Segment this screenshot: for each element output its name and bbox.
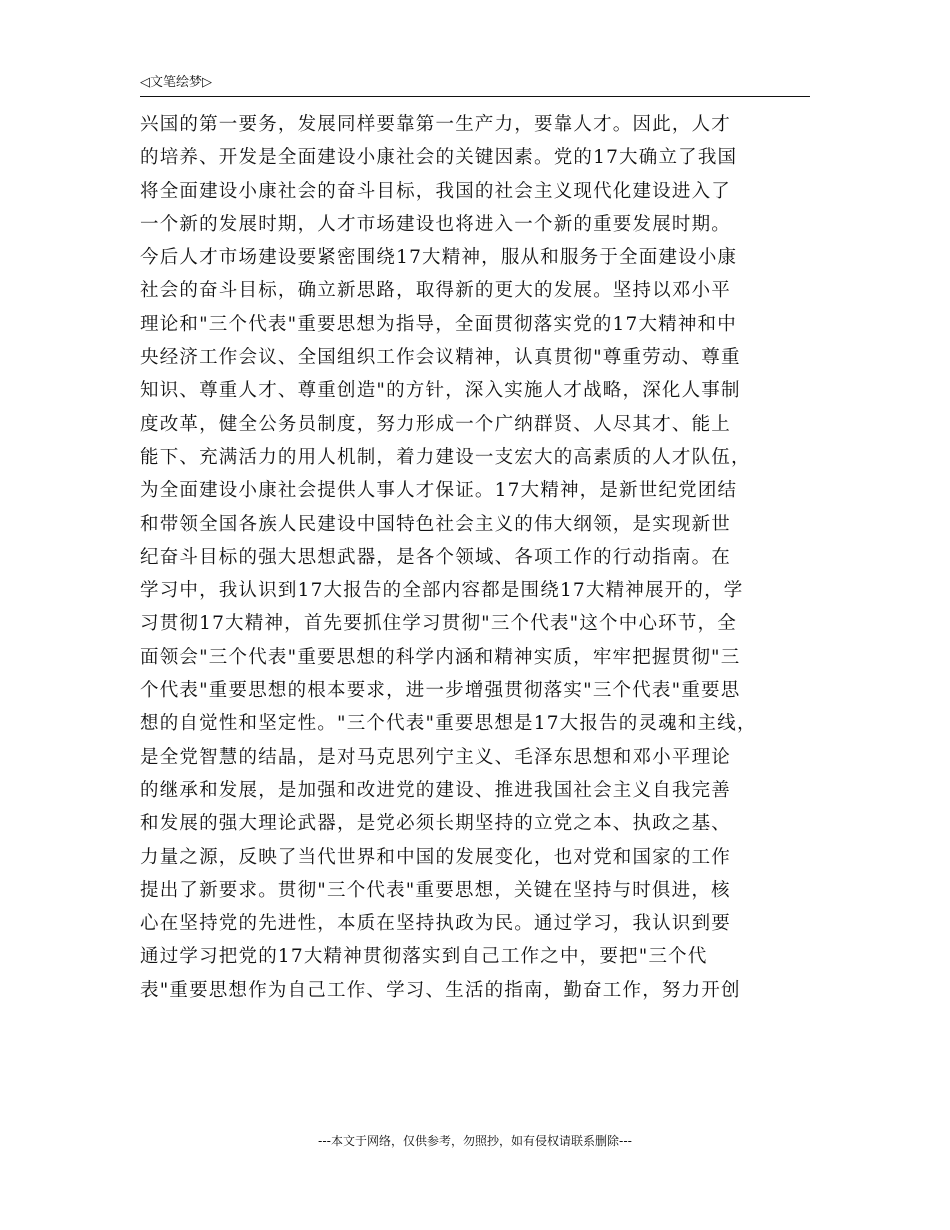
text-line: 能下、充满活力的用人机制，着力建设一支宏大的高素质的人才队伍， <box>140 446 751 468</box>
document-body <box>140 108 820 1007</box>
text-line: 今后人才市场建设要紧密围绕17大精神，服从和服务于全面建设小康 <box>140 247 738 269</box>
text-line: 心在坚持党的先进性，本质在坚持执政为民。通过学习，我认识到要 <box>140 913 732 935</box>
text-line: 的继承和发展，是加强和改进党的建设、推进我国社会主义自我完善 <box>140 779 732 801</box>
text-line: 面领会"三个代表"重要思想的科学内涵和精神实质，牢牢把握贯彻"三 <box>140 646 741 668</box>
text-line: 想的自觉性和坚定性。"三个代表"重要思想是17大报告的灵魂和主线， <box>140 713 757 735</box>
text-line: 为全面建设小康社会提供人事人才保证。17大精神，是新世纪党团结 <box>140 480 738 502</box>
text-line: 是全党智慧的结晶，是对马克思列宁主义、毛泽东思想和邓小平理论 <box>140 746 732 768</box>
header-title: ◁文笔绘梦▷ <box>140 75 212 90</box>
text-line: 央经济工作会议、全国组织工作会议精神，认真贯彻"尊重劳动、尊重 <box>140 347 741 369</box>
text-line: 将全面建设小康社会的奋斗目标，我国的社会主义现代化建设进入了 <box>140 180 732 202</box>
text-line: 提出了新要求。贯彻"三个代表"重要思想，关键在坚持与时俱进，核 <box>140 879 731 901</box>
text-line: 社会的奋斗目标，确立新思路，取得新的更大的发展。坚持以邓小平 <box>140 280 732 302</box>
text-line: 纪奋斗目标的强大思想武器，是各个领域、各项工作的行动指南。在 <box>140 546 732 568</box>
text-line: 个代表"重要思想的根本要求，进一步增强贯彻落实"三个代表"重要思 <box>140 680 741 702</box>
text-line: 一个新的发展时期，人才市场建设也将进入一个新的重要发展时期。 <box>140 213 732 235</box>
text-line: 兴国的第一要务，发展同样要靠第一生产力，要靠人才。因此，人才 <box>140 114 732 135</box>
page-footer: ---本文于网络，仅供参考，勿照抄，如有侵权请联系删除--- <box>318 1134 632 1148</box>
text-line: 和发展的强大理论武器，是党必须长期坚持的立党之本、执政之基、 <box>140 813 732 835</box>
text-line: 通过学习把党的17大精神贯彻落实到自己工作之中，要把"三个代 <box>140 946 708 968</box>
text-line: 知识、尊重人才、尊重创造"的方针，深入实施人才战略，深化人事制 <box>140 380 741 402</box>
text-line: 力量之源，反映了当代世界和中国的发展变化，也对党和国家的工作 <box>140 846 732 868</box>
text-line: 理论和"三个代表"重要思想为指导，全面贯彻落实党的17大精神和中 <box>140 313 737 335</box>
text-line: 习贯彻17大精神，首先要抓住学习贯彻"三个代表"这个中心环节，全 <box>140 613 737 635</box>
page-header <box>140 74 810 97</box>
text-line: 和带领全国各族人民建设中国特色社会主义的伟大纲领，是实现新世 <box>140 513 732 535</box>
text-line: 度改革，健全公务员制度，努力形成一个广纳群贤、人尽其才、能上 <box>140 413 732 435</box>
text-line: 表"重要思想作为自己工作、学习、生活的指南，勤奋工作，努力开创 <box>140 979 741 1001</box>
text-line: 的培养、开发是全面建设小康社会的关键因素。党的17大确立了我国 <box>140 147 738 169</box>
text-line: 学习中，我认识到17大报告的全部内容都是围绕17大精神展开的，学 <box>140 580 744 602</box>
